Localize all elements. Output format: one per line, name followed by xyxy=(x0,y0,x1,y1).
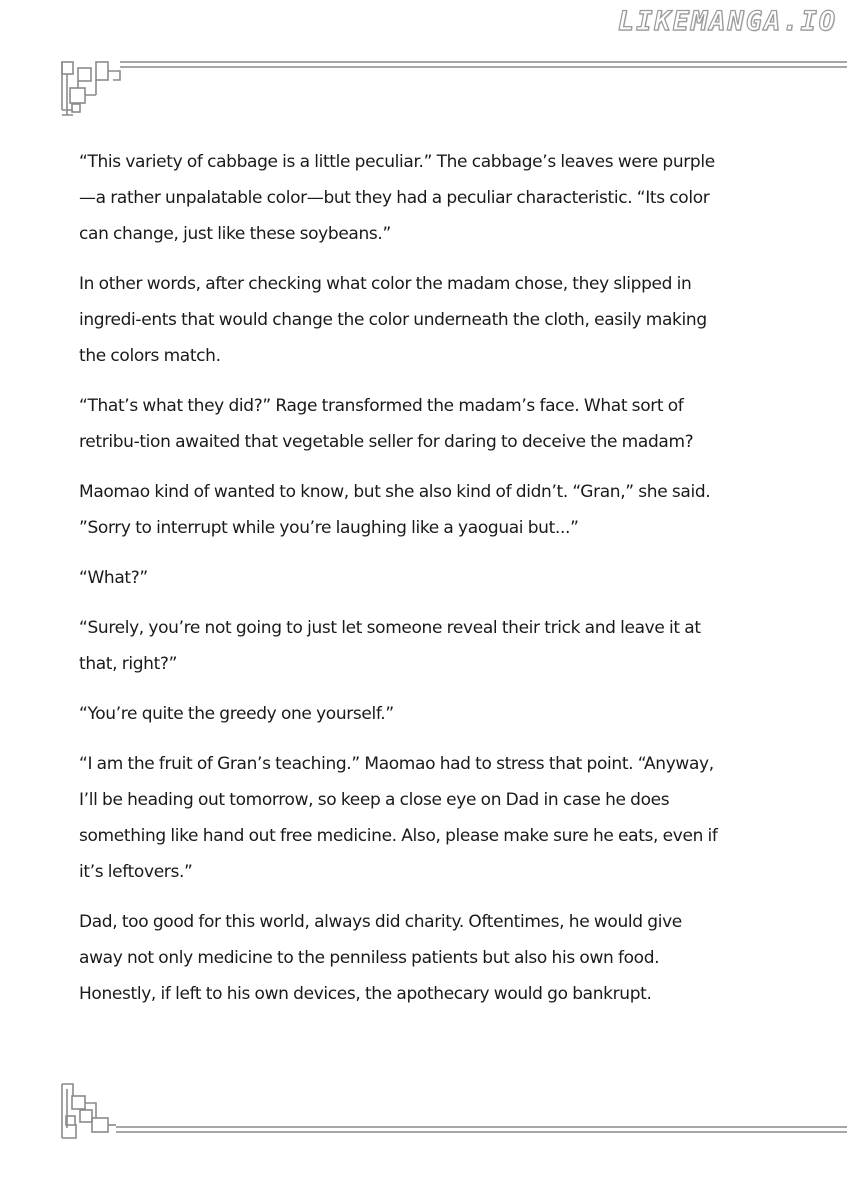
paragraph: “What?” xyxy=(79,568,148,588)
paragraph: In other words, after checking what color the madam chose, they slipped in ingredi-ents that would change the color underneath the cloth, easily making the colors match. xyxy=(79,274,707,366)
paragraph: “This variety of cabbage is a little peculiar.” The cabbage’s leaves were purple—a rather unpalatable color—but they had a peculiar characteristic. “Its color can change, just like these soybeans.” xyxy=(79,152,715,244)
paragraph: “I am the fruit of Gran’s teaching.” Maomao had to stress that point. “Anyway, I’ll be heading out tomorrow, so keep a close eye on Dad in case he does something like hand out free medicine. Also, please make sure he eats, even if it’s leftovers.” xyxy=(79,754,718,882)
paragraph: “Surely, you’re not going to just let someone reveal their trick and leave it at that, right?” xyxy=(79,618,701,674)
site-watermark: LIKEMANGA.IO xyxy=(617,6,837,37)
story-text xyxy=(79,144,729,1026)
paragraph: Dad, too good for this world, always did charity. Oftentimes, he would give away not only medicine to the penniless patients but also his own food. Honestly, if left to his own devices, the apothecary would go bankrupt. xyxy=(79,912,682,1004)
bottom-border-ornament xyxy=(58,1080,847,1142)
paragraph: Maomao kind of wanted to know, but she also kind of didn’t. “Gran,” she said. ”Sorry to interrupt while you’re laughing like a yaoguai but...” xyxy=(79,482,711,538)
top-border-ornament xyxy=(58,58,847,118)
paragraph: “That’s what they did?” Rage transformed the madam’s face. What sort of retribu-tion awaited that vegetable seller for daring to deceive the madam? xyxy=(79,396,694,452)
paragraph: “You’re quite the greedy one yourself.” xyxy=(79,704,394,724)
